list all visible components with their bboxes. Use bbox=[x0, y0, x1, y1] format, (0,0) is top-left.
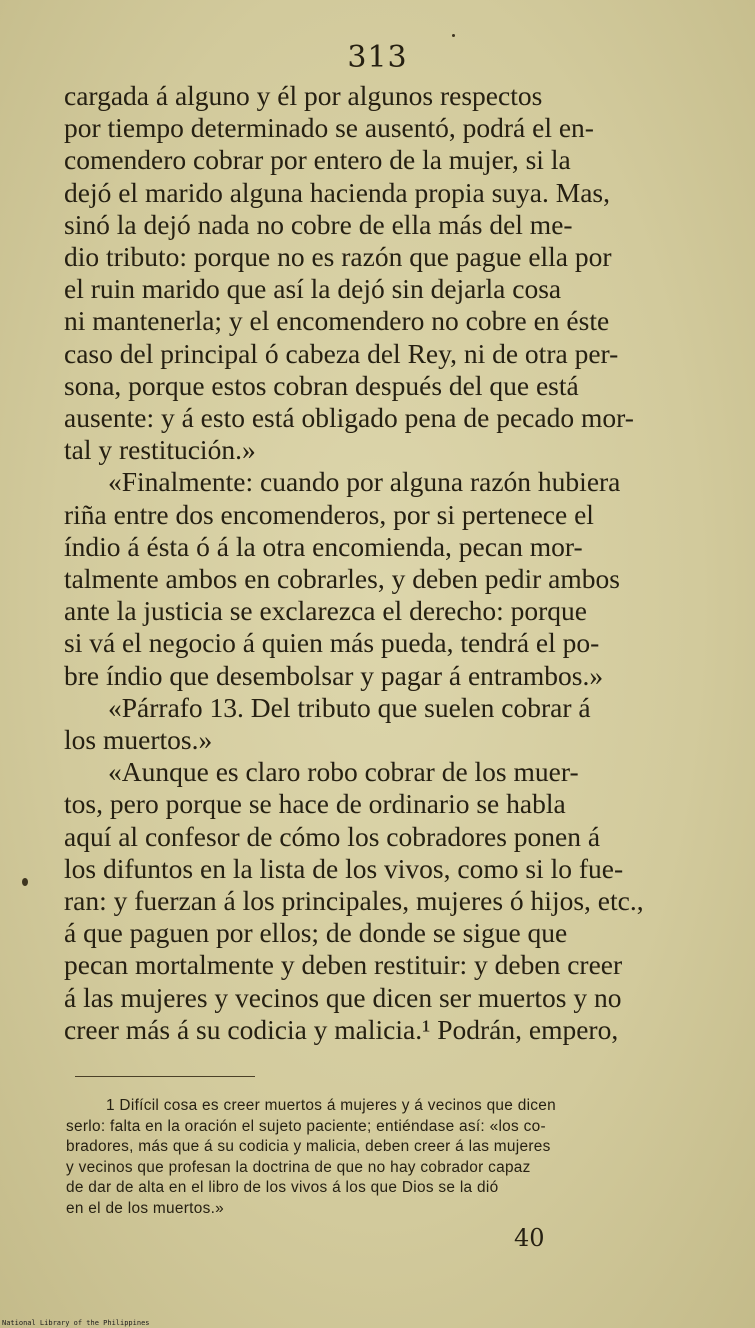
text-line: á que paguen por ellos; de donde se sigue que bbox=[64, 917, 568, 949]
ink-blot bbox=[22, 878, 28, 886]
text-line: talmente ambos en cobrarles, y deben pedir ambos bbox=[64, 563, 620, 595]
text-line: comendero cobrar por entero de la mujer, si la bbox=[64, 144, 571, 176]
text-line: si vá el negocio á quien más pueda, tendrá el po- bbox=[64, 627, 600, 659]
text-line: dio tributo: porque no es razón que pague ella por bbox=[64, 241, 612, 273]
text-line: por tiempo determinado se ausentó, podrá el en- bbox=[64, 112, 594, 144]
paragraph-start: «Aunque es claro robo cobrar de los muer- bbox=[108, 756, 579, 788]
text-line: creer más á su codicia y malicia.¹ Podrán, empero, bbox=[64, 1013, 619, 1045]
text-line: ausente: y á esto está obligado pena de pecado mor- bbox=[64, 402, 634, 434]
text-line: ni mantenerla; y el encomendero no cobre en éste bbox=[64, 305, 610, 337]
text-line: riña entre dos encomenderos, por si pertenece el bbox=[64, 498, 594, 530]
text-line: dejó el marido alguna hacienda propia suya. Mas, bbox=[64, 176, 610, 208]
footnote bbox=[66, 1096, 694, 1220]
library-credit: National Library of the Philippines bbox=[2, 1319, 150, 1327]
text-line: cargada á alguno y él por algunos respectos bbox=[64, 80, 543, 111]
text-line: sinó la dejó nada no cobre de ella más del me- bbox=[64, 208, 573, 240]
text-line: ante la justicia se exclarezca el derecho: porque bbox=[64, 595, 587, 627]
text-line: los difuntos en la lista de los vivos, como si lo fue- bbox=[64, 852, 624, 884]
paragraph-start: «Finalmente: cuando por alguna razón hubiera bbox=[108, 466, 621, 498]
section-heading-cont: los muertos.» bbox=[64, 724, 213, 756]
text-line: tos, pero porque se hace de ordinario se habla bbox=[64, 788, 566, 820]
text-line: á las mujeres y vecinos que dicen ser muertos y no bbox=[64, 981, 622, 1013]
ink-speck bbox=[452, 34, 455, 37]
text-line: sona, porque estos cobran después del que está bbox=[64, 369, 579, 401]
page-number: 313 bbox=[347, 40, 408, 75]
text-line: caso del principal ó cabeza del Rey, ni de otra per- bbox=[64, 337, 619, 369]
text-line: el ruin marido que así la dejó sin dejarla cosa bbox=[64, 273, 562, 305]
text-line: pecan mortalmente y deben restituir: y deben creer bbox=[64, 949, 623, 981]
text-line: ran: y fuerzan á los principales, mujeres ó hijos, etc., bbox=[64, 885, 644, 917]
text-line: aquí al confesor de cómo los cobradores ponen á bbox=[64, 820, 601, 852]
footnote-line: y vecinos que profesan la doctrina de que no hay cobrador capaz bbox=[66, 1158, 531, 1176]
footnote-divider bbox=[75, 1076, 255, 1077]
text-line: índio á ésta ó á la otra encomienda, pecan mor- bbox=[64, 530, 583, 562]
footnote-line: en el de los muertos.» bbox=[66, 1199, 225, 1217]
footnote-line: bradores, más que á su codicia y malicia, deben creer á las mujeres bbox=[66, 1138, 551, 1156]
footnote-line: serlo: falta en la oración el sujeto paciente; entiéndase así: «los co- bbox=[66, 1117, 546, 1135]
signature-mark: 40 bbox=[514, 1224, 545, 1252]
section-heading: «Párrafo 13. Del tributo que suelen cobrar á bbox=[108, 691, 591, 723]
footnote-line: 1 Difícil cosa es creer muertos á mujeres y á vecinos que dicen bbox=[106, 1097, 557, 1114]
footnote-line: de dar de alta en el libro de los vivos á los que Dios se la dió bbox=[66, 1179, 499, 1197]
body-text bbox=[64, 80, 692, 1046]
text-line: bre índio que desembolsar y pagar á entrambos.» bbox=[64, 659, 604, 691]
text-line: tal y restitución.» bbox=[64, 434, 256, 466]
